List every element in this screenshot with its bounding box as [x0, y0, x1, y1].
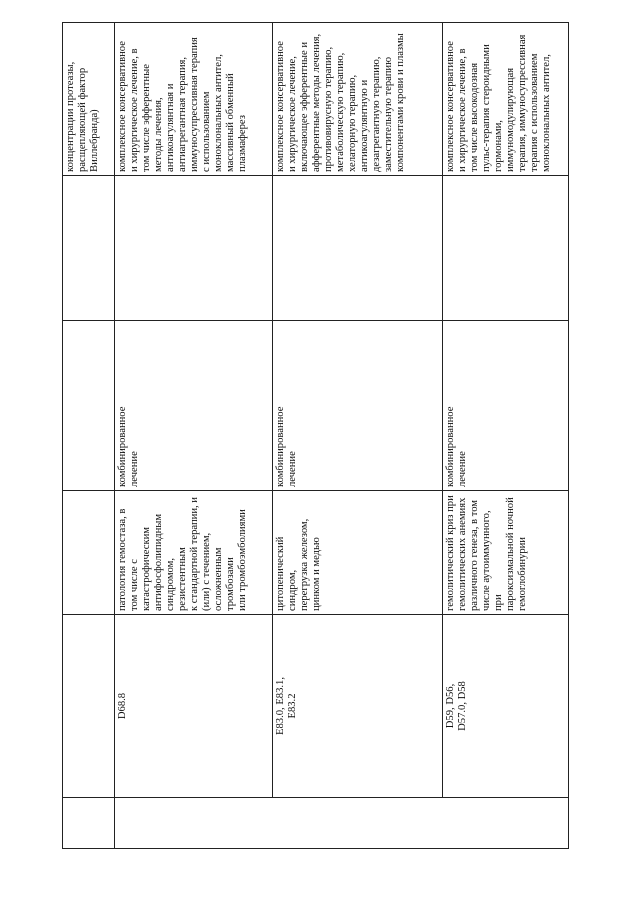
cell-empty [63, 321, 115, 491]
cell-empty [443, 176, 569, 321]
treatment-type-text: комбинированное лечение [445, 406, 468, 487]
cell-empty [63, 798, 115, 849]
cell-empty [115, 176, 273, 321]
cell-code [443, 615, 569, 798]
disease-text: цитопенический синдром, перегрузка железом, цинком и медью [275, 518, 322, 611]
treatment-type-text: комбинированное лечение [117, 406, 140, 487]
cell-empty [63, 615, 115, 798]
treatment-type-text: комбинированное лечение [275, 406, 298, 487]
cell-disease [443, 491, 569, 615]
cell-method [115, 23, 273, 176]
cell-treatment-type [443, 321, 569, 491]
method-tail-text: концентрации протеазы, расщепляющей фактор Виллебранда) [65, 61, 100, 172]
cell-code [273, 615, 443, 798]
cell-disease [273, 491, 443, 615]
code-text: E83.0, E83.1, E83.2 [275, 677, 298, 735]
table-row [443, 23, 569, 849]
cell-treatment-type [273, 321, 443, 491]
cell-treatment-type [115, 321, 273, 491]
method-text: комплексное консервативное и хирургическое лечение, в том числе высокодозная пульс-терапия стероидными гормонами, иммуномодулирующая терапия, иммуносупрессивная терапия с использованием моноклональных антител, [445, 34, 552, 172]
method-text: комплексное консервативное и хирургическое лечение, включающее эфферентные и афферентные методы лечения, противовирусную терапию, метаболическую терапию, хелаторную терапию, антикоагулянтную и дезагрегантную терапию, заместительную терапию компонентами крови и плазмы [275, 33, 406, 172]
method-text: комплексное консервативное и хирургическое лечение, в том числе эфферентные методы лечения, антикоагулянтная и антиагрегантная терапия, иммуносупрессивная терапия с использованием моноклональных антител, массивный обменный плазмаферез [117, 37, 248, 172]
table-row [115, 23, 273, 849]
table-row-top [63, 23, 115, 849]
rotated-table-container [62, 23, 569, 849]
treatment-table [62, 22, 569, 849]
cell-code [115, 615, 273, 798]
cell-empty [63, 176, 115, 321]
cell-empty [63, 491, 115, 615]
cell-disease [115, 491, 273, 615]
cell-empty [273, 176, 443, 321]
cell-method-tail [63, 23, 115, 176]
disease-text: патология гемостаза, в том числе с катастрофическим антифосфолипидным синдромом, резистентным к стандартной терапии, и (или) с течением, осложненным тромбозами или тромбоэмболиями [117, 497, 248, 611]
disease-text: гемолитический криз при гемолитических анемиях различного генеза, в том числе аутоиммунного, при пароксизмальной ночной гемоглобинурии [445, 495, 528, 611]
table-row [273, 23, 443, 849]
code-text: D59, D56, D57.0, D58 [445, 681, 468, 731]
code-text: D68.8 [117, 692, 128, 720]
cell-method [273, 23, 443, 176]
cell-method [443, 23, 569, 176]
cell-empty [115, 798, 569, 849]
